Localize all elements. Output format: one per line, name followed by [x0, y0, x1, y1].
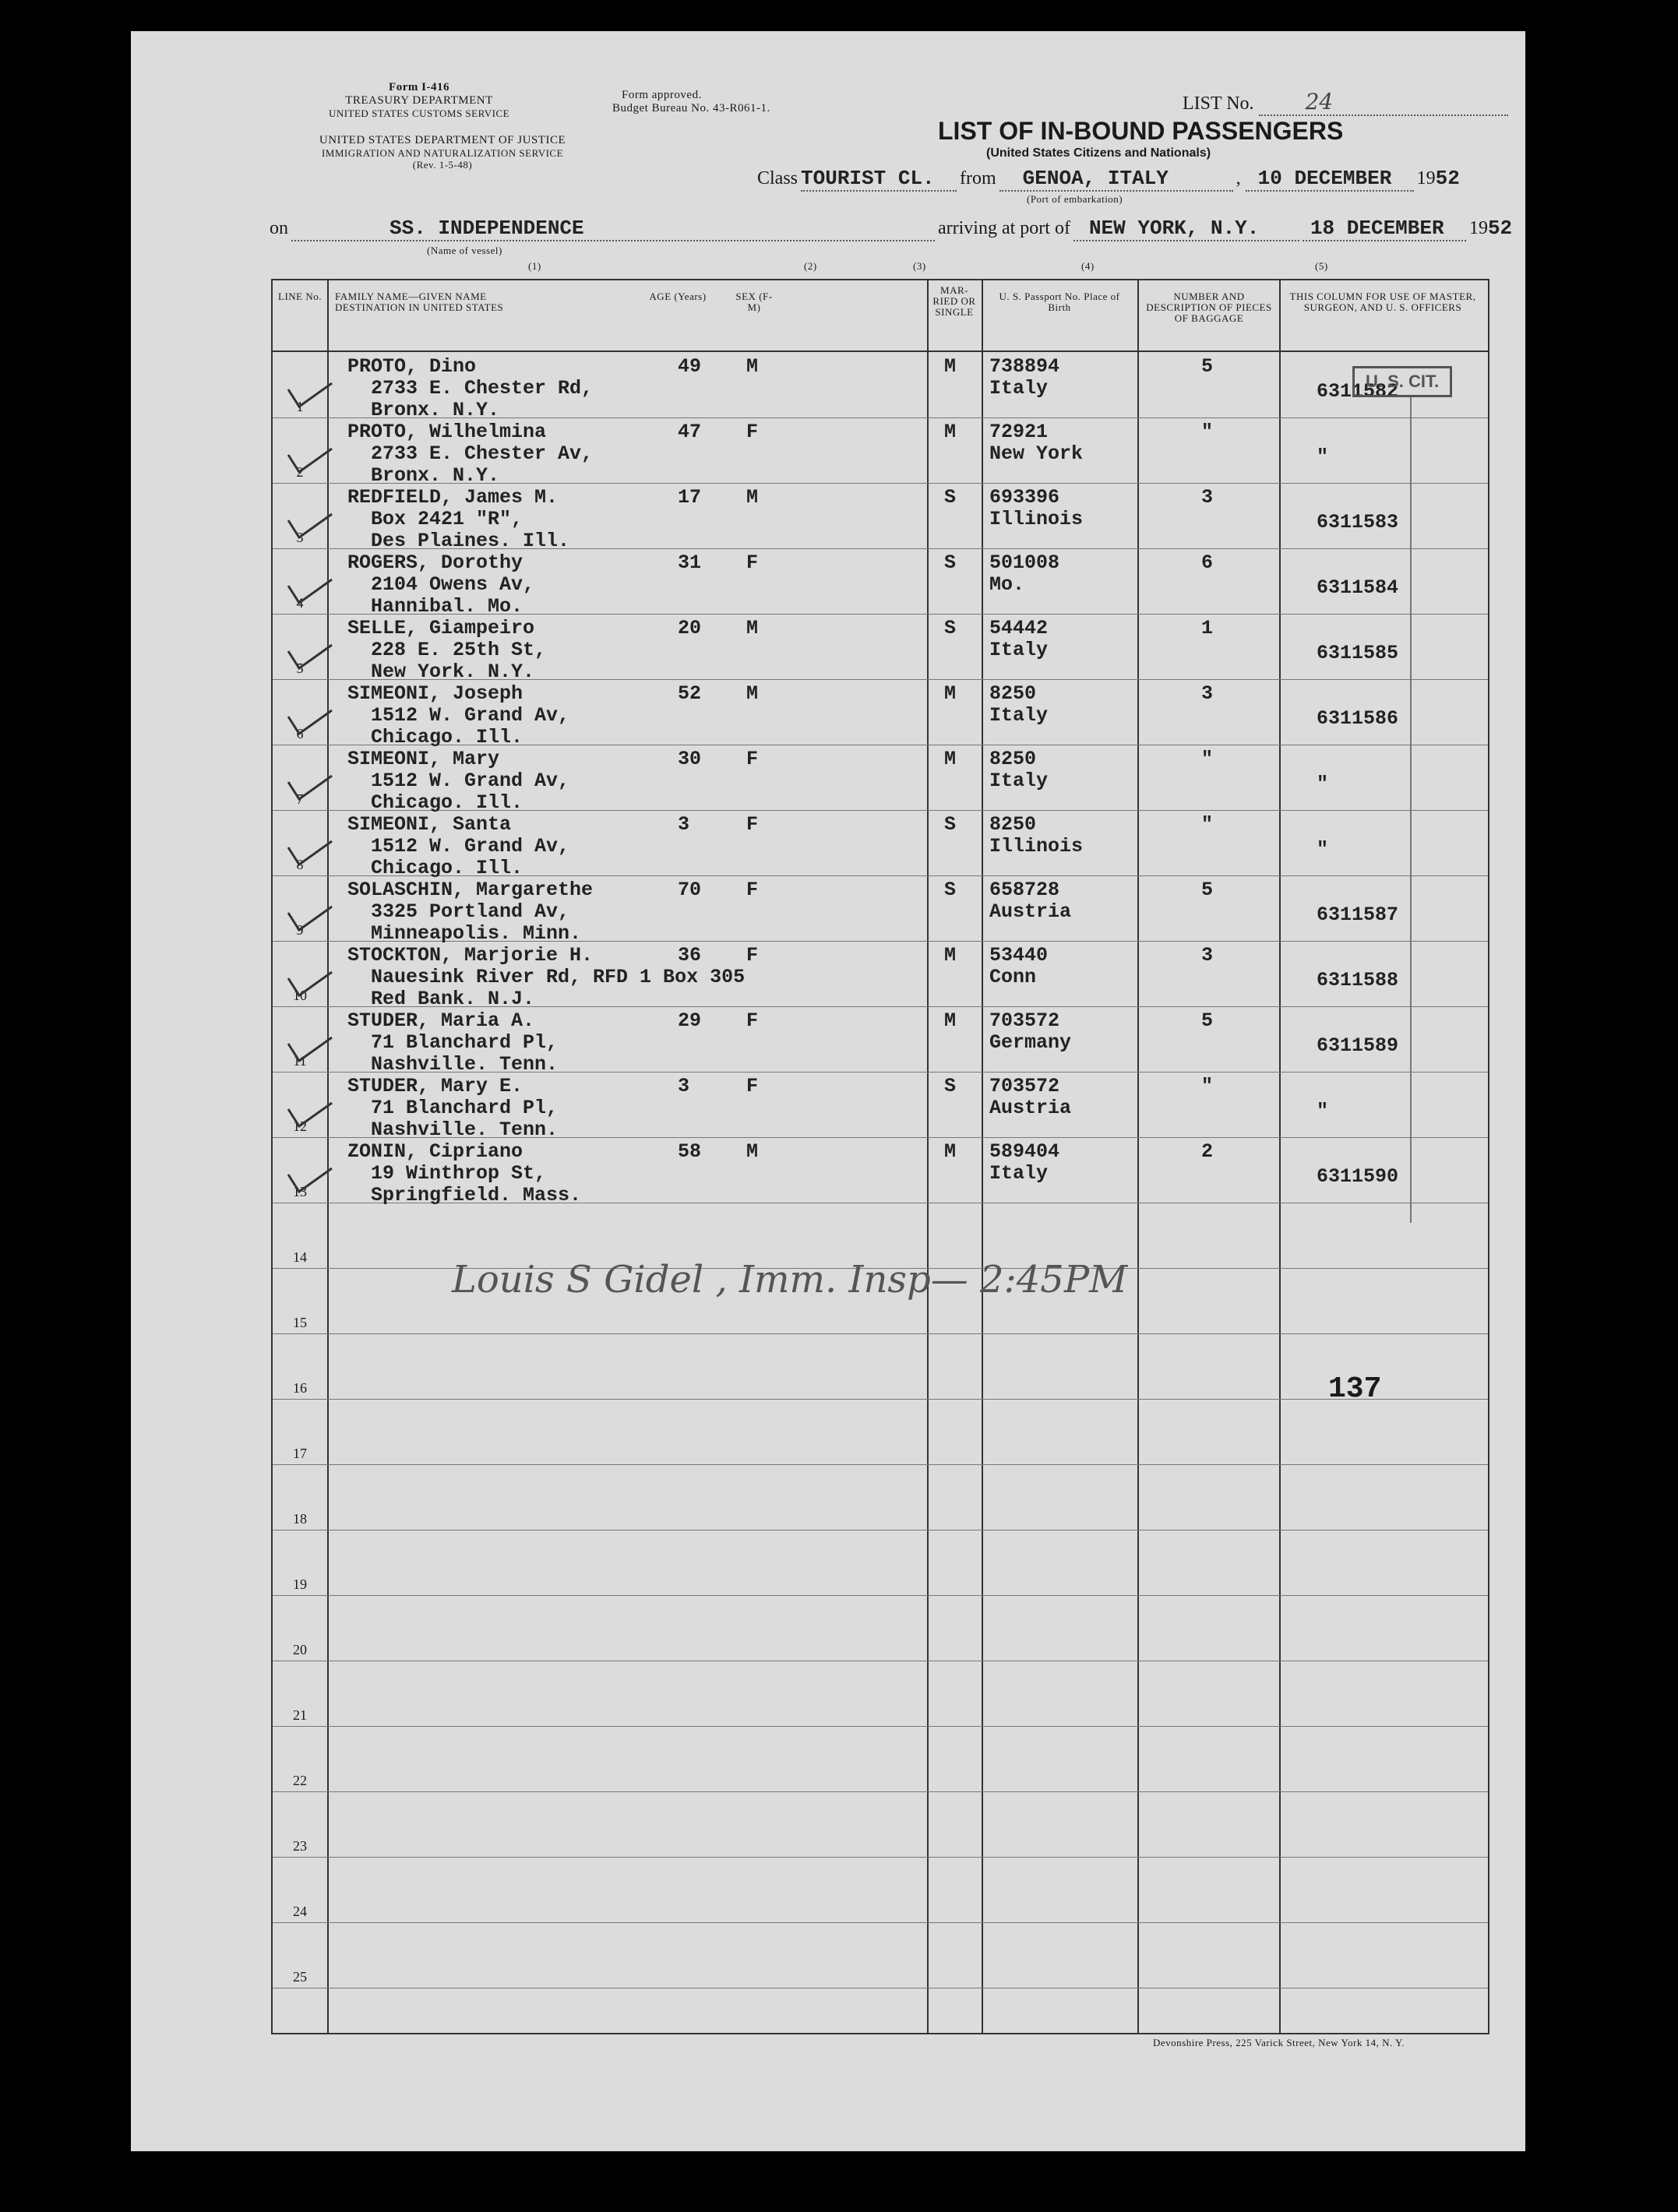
- ins-label: IMMIGRATION AND NATURALIZATION SERVICE: [321, 147, 564, 159]
- arrival-port: NEW YORK, N.Y.: [1073, 217, 1299, 241]
- place-of-birth: Illinois: [989, 508, 1084, 530]
- address-line-1: 71 Blanchard Pl,: [371, 1097, 559, 1119]
- officer-number: ": [1317, 773, 1329, 795]
- address-line-2: Chicago. Ill.: [371, 857, 523, 879]
- us-citizen-stamp: U. S. CIT.: [1352, 366, 1452, 397]
- check-mark-icon: [287, 967, 333, 999]
- passport-number: 8250: [989, 748, 1037, 770]
- check-mark-icon: [287, 1033, 333, 1064]
- address-line-2: Des Plaines. Ill.: [371, 530, 570, 552]
- header-officers: THIS COLUMN FOR USE OF MASTER, SURGEON, AND U. S. OFFICERS: [1289, 291, 1476, 313]
- age: 29: [678, 1009, 702, 1032]
- sex: F: [746, 551, 759, 574]
- approval-block: [612, 89, 770, 115]
- passport-number: 8250: [989, 682, 1037, 705]
- passenger-name: SELLE, Giampeiro: [347, 617, 535, 639]
- depart-year: 52: [1435, 167, 1460, 190]
- passenger-name: SOLASCHIN, Margarethe: [347, 879, 594, 901]
- manifest-page: [131, 31, 1525, 2151]
- place-of-birth: Austria: [989, 1097, 1072, 1119]
- form-number: Form I-416: [389, 81, 449, 93]
- from-value: GENOA, ITALY: [999, 167, 1233, 192]
- table-row: [273, 1072, 1488, 1141]
- baggage-count: 5: [1201, 1009, 1214, 1032]
- address-line-2: Red Bank. N.J.: [371, 988, 535, 1010]
- place-of-birth: Germany: [989, 1031, 1072, 1054]
- age: 3: [678, 1075, 690, 1097]
- list-no: [1183, 89, 1508, 116]
- marital-status: M: [944, 944, 957, 967]
- marital-status: M: [944, 682, 957, 705]
- address-line-2: Hannibal. Mo.: [371, 595, 523, 618]
- place-of-birth: Italy: [989, 1162, 1049, 1185]
- line-number: 7: [296, 791, 304, 807]
- address-line-1: 19 Winthrop St,: [371, 1162, 547, 1185]
- age: 17: [678, 486, 702, 509]
- passenger-name: STOCKTON, Marjorie H.: [347, 944, 594, 967]
- col-number-5: (5): [1315, 260, 1328, 272]
- line-number: 2: [296, 464, 304, 480]
- address-line-1: 1512 W. Grand Av,: [371, 704, 570, 727]
- year-prefix: 19: [1468, 218, 1488, 238]
- officer-number: 6311588: [1317, 969, 1399, 992]
- table-row: [273, 941, 1488, 1010]
- line-number: 11: [293, 1053, 307, 1069]
- col-number-4: (4): [1081, 260, 1095, 272]
- sex: F: [746, 421, 759, 443]
- line-number: 21: [293, 1707, 307, 1723]
- line-number: 14: [293, 1249, 307, 1265]
- address-line-1: 228 E. 25th St,: [371, 639, 547, 661]
- table-row: [273, 352, 1488, 421]
- header-line-no: LINE No.: [278, 291, 322, 302]
- check-mark-icon: [287, 444, 333, 475]
- age: 49: [678, 355, 702, 378]
- line-number: 6: [296, 726, 304, 741]
- marital-status: M: [944, 355, 957, 378]
- line-number: 25: [293, 1969, 307, 1985]
- passenger-name: REDFIELD, James M.: [347, 486, 559, 509]
- address-line-2: Springfield. Mass.: [371, 1184, 582, 1206]
- officer-number: ": [1317, 838, 1329, 861]
- budget-bureau: Budget Bureau No. 43-R061-1.: [612, 102, 770, 114]
- place-of-birth: Mo.: [989, 573, 1025, 596]
- sex: F: [746, 1075, 759, 1097]
- check-mark-icon: [287, 509, 333, 541]
- age: 20: [678, 617, 702, 639]
- row-divider: [273, 1791, 1488, 1792]
- table-row: [273, 483, 1488, 552]
- line-number: 12: [293, 1118, 307, 1134]
- line-number: 13: [293, 1184, 307, 1199]
- sex: F: [746, 879, 759, 901]
- passenger-name: STUDER, Maria A.: [347, 1009, 535, 1032]
- address-line-2: Bronx. N.Y.: [371, 399, 500, 421]
- officer-number: 6311585: [1317, 642, 1399, 664]
- marital-status: S: [944, 1075, 957, 1097]
- class-value: TOURIST CL.: [801, 167, 957, 192]
- table-row: [273, 614, 1488, 683]
- address-line-1: 2733 E. Chester Av,: [371, 442, 594, 465]
- baggage-count: 3: [1201, 682, 1214, 705]
- passport-number: 8250: [989, 813, 1037, 836]
- baggage-count: 1: [1201, 617, 1214, 639]
- form-block-justice: [267, 134, 618, 171]
- marital-status: M: [944, 421, 957, 443]
- officer-number: 6311590: [1317, 1165, 1399, 1188]
- check-mark-icon: [287, 1098, 333, 1129]
- place-of-birth: Italy: [989, 770, 1049, 792]
- marital-status: S: [944, 617, 957, 639]
- baggage-count: ": [1201, 748, 1214, 770]
- passport-number: 703572: [989, 1075, 1060, 1097]
- age: 30: [678, 748, 702, 770]
- sex: F: [746, 813, 759, 836]
- passport-number: 738894: [989, 355, 1060, 378]
- sex: M: [746, 682, 759, 705]
- col-number-2: (2): [804, 260, 817, 272]
- on-label: on: [270, 218, 288, 238]
- line-number: 20: [293, 1642, 307, 1657]
- table-row: [273, 1137, 1488, 1206]
- line-number: 1: [296, 399, 304, 414]
- col-number-1: (1): [528, 260, 541, 272]
- baggage-count: 5: [1201, 879, 1214, 901]
- customs-label: UNITED STATES CUSTOMS SERVICE: [328, 107, 510, 119]
- marital-status: S: [944, 813, 957, 836]
- marital-status: M: [944, 1140, 957, 1163]
- page-number: 137: [1328, 1372, 1382, 1406]
- passenger-name: SIMEONI, Mary: [347, 748, 500, 770]
- header-name: FAMILY NAME—GIVEN NAME DESTINATION IN UNITED STATES: [335, 291, 504, 313]
- baggage-count: ": [1201, 813, 1214, 836]
- place-of-birth: Italy: [989, 704, 1049, 727]
- place-of-birth: New York: [989, 442, 1084, 465]
- rev-label: (Rev. 1-5-48): [412, 159, 473, 171]
- row-divider: [273, 1399, 1488, 1400]
- passport-number: 54442: [989, 617, 1049, 639]
- address-line-1: 71 Blanchard Pl,: [371, 1031, 559, 1054]
- address-line-2: New York. N.Y.: [371, 660, 535, 683]
- arriving-label: arriving at port of: [938, 218, 1070, 238]
- row-divider: [273, 1726, 1488, 1727]
- officer-number: ": [1317, 446, 1329, 468]
- officer-number: 6311582: [1317, 380, 1399, 403]
- passport-number: 658728: [989, 879, 1060, 901]
- baggage-count: 6: [1201, 551, 1214, 574]
- place-of-birth: Illinois: [989, 835, 1084, 858]
- sex: F: [746, 944, 759, 967]
- printer-credit: Devonshire Press, 225 Varick Street, New York 14, N. Y.: [1153, 2037, 1405, 2048]
- marital-status: S: [944, 486, 957, 509]
- baggage-count: 5: [1201, 355, 1214, 378]
- header-sex: SEX (F-M): [735, 291, 773, 313]
- place-of-birth: Italy: [989, 377, 1049, 400]
- line-number: 5: [296, 660, 304, 676]
- passport-number: 501008: [989, 551, 1060, 574]
- address-line-1: Nauesink River Rd, RFD 1 Box 305: [371, 966, 746, 988]
- row-divider: [273, 1922, 1488, 1923]
- address-line-1: 3325 Portland Av,: [371, 900, 570, 923]
- col-number-3: (3): [913, 260, 926, 272]
- continuation-line: [1410, 397, 1412, 1223]
- passenger-name: PROTO, Dino: [347, 355, 477, 378]
- place-of-birth: Conn: [989, 966, 1037, 988]
- age: 47: [678, 421, 702, 443]
- line-number: 17: [293, 1446, 307, 1461]
- line-number: 18: [293, 1511, 307, 1527]
- sex: F: [746, 748, 759, 770]
- sex: M: [746, 486, 759, 509]
- vessel-note: (Name of vessel): [427, 245, 502, 256]
- age: 36: [678, 944, 702, 967]
- treasury-label: TREASURY DEPARTMENT: [345, 94, 493, 107]
- line-number: 3: [296, 530, 304, 545]
- sex: M: [746, 355, 759, 378]
- table-row: [273, 1006, 1488, 1076]
- address-line-2: Chicago. Ill.: [371, 791, 523, 814]
- place-of-birth: Austria: [989, 900, 1072, 923]
- address-line-2: Nashville. Tenn.: [371, 1118, 559, 1141]
- passport-number: 703572: [989, 1009, 1060, 1032]
- row-divider: [273, 1464, 1488, 1465]
- line-number: 10: [293, 988, 307, 1003]
- year-prefix: 19: [1416, 168, 1436, 188]
- passenger-name: STUDER, Mary E.: [347, 1075, 523, 1097]
- address-line-2: Bronx. N.Y.: [371, 464, 500, 487]
- justice-label: UNITED STATES DEPARTMENT OF JUSTICE: [319, 134, 566, 146]
- address-line-2: Nashville. Tenn.: [371, 1053, 559, 1076]
- port-note: (Port of embarkation): [1027, 193, 1123, 205]
- check-mark-icon: [287, 902, 333, 933]
- age: 31: [678, 551, 702, 574]
- header-married: MAR- RIED OR SINGLE: [932, 284, 976, 318]
- passenger-name: ZONIN, Cipriano: [347, 1140, 523, 1163]
- vessel-line: [270, 217, 1512, 241]
- form-approved: Form approved.: [622, 89, 702, 101]
- table-row: [273, 679, 1488, 748]
- row-divider: [273, 1857, 1488, 1858]
- address-line-2: Chicago. Ill.: [371, 726, 523, 748]
- passport-number: 589404: [989, 1140, 1060, 1163]
- table-row: [273, 810, 1488, 879]
- sex: F: [746, 1009, 759, 1032]
- list-no-value: 24: [1259, 89, 1508, 116]
- baggage-count: 2: [1201, 1140, 1214, 1163]
- marital-status: S: [944, 879, 957, 901]
- marital-status: M: [944, 1009, 957, 1032]
- sex: M: [746, 617, 759, 639]
- marital-status: S: [944, 551, 957, 574]
- check-mark-icon: [287, 1164, 333, 1195]
- age: 58: [678, 1140, 702, 1163]
- address-line-1: 1512 W. Grand Av,: [371, 835, 570, 858]
- page-title: LIST OF IN-BOUND PASSENGERS: [938, 117, 1344, 145]
- officer-number: 6311583: [1317, 511, 1399, 534]
- age: 52: [678, 682, 702, 705]
- check-mark-icon: [287, 640, 333, 671]
- header-baggage: NUMBER AND DESCRIPTION OF PIECES OF BAGGAGE: [1146, 291, 1272, 324]
- officer-number: 6311589: [1317, 1034, 1399, 1057]
- depart-date: 10 DECEMBER: [1246, 167, 1414, 192]
- passport-number: 53440: [989, 944, 1049, 967]
- baggage-count: ": [1201, 1075, 1214, 1097]
- table-row: [273, 745, 1488, 814]
- form-block-treasury: [310, 81, 528, 119]
- place-of-birth: Italy: [989, 639, 1049, 661]
- address-line-1: Box 2421 "R",: [371, 508, 523, 530]
- page-subtitle: (United States Citizens and Nationals): [986, 146, 1211, 160]
- line-number: 4: [296, 595, 304, 611]
- line-number: 23: [293, 1838, 307, 1854]
- check-mark-icon: [287, 575, 333, 606]
- table-row: [273, 548, 1488, 618]
- line-number: 8: [296, 857, 304, 872]
- officer-number: 6311584: [1317, 576, 1399, 599]
- arrival-year: 52: [1487, 217, 1513, 240]
- passenger-name: ROGERS, Dorothy: [347, 551, 523, 574]
- vessel-name: SS. INDEPENDENCE: [291, 217, 935, 241]
- arrival-date: 18 DECEMBER: [1303, 217, 1466, 241]
- officer-number: 6311586: [1317, 707, 1399, 730]
- age: 3: [678, 813, 690, 836]
- baggage-count: 3: [1201, 486, 1214, 509]
- check-mark-icon: [287, 771, 333, 802]
- row-divider: [273, 1333, 1488, 1334]
- passenger-table: [271, 279, 1489, 2034]
- officer-number: ": [1317, 1100, 1329, 1122]
- header-passport: U. S. Passport No. Place of Birth: [999, 291, 1120, 313]
- from-label: from: [960, 168, 996, 188]
- address-line-1: 1512 W. Grand Av,: [371, 770, 570, 792]
- table-row: [273, 875, 1488, 945]
- line-number: 9: [296, 922, 304, 938]
- passenger-name: SIMEONI, Joseph: [347, 682, 523, 705]
- officer-number: 6311587: [1317, 903, 1399, 926]
- line-number: 16: [293, 1380, 307, 1396]
- check-mark-icon: [287, 379, 333, 410]
- list-no-label: LIST No.: [1183, 93, 1254, 114]
- address-line-1: 2104 Owens Av,: [371, 573, 535, 596]
- line-number: 24: [293, 1904, 307, 1919]
- age: 70: [678, 879, 702, 901]
- line-number: 22: [293, 1773, 307, 1788]
- address-line-2: Minneapolis. Minn.: [371, 922, 582, 945]
- line-number: 19: [293, 1576, 307, 1592]
- passenger-name: SIMEONI, Santa: [347, 813, 512, 836]
- class-line: Class TOURIST CL. from GENOA, ITALY , 10 DECEMBER 1952: [757, 167, 1460, 190]
- sex: M: [746, 1140, 759, 1163]
- passport-number: 693396: [989, 486, 1060, 509]
- table-row: [273, 417, 1488, 487]
- line-number: 15: [293, 1315, 307, 1330]
- header-age: AGE (Years): [649, 291, 707, 302]
- passenger-name: PROTO, Wilhelmina: [347, 421, 547, 443]
- inspector-signature: Louis S Gidel , Imm. Insp— 2:45PM: [452, 1258, 1128, 1301]
- class-label: Class: [757, 168, 798, 188]
- address-line-1: 2733 E. Chester Rd,: [371, 377, 594, 400]
- row-divider: [273, 1595, 1488, 1596]
- check-mark-icon: [287, 706, 333, 737]
- baggage-count: 3: [1201, 944, 1214, 967]
- check-mark-icon: [287, 837, 333, 868]
- passport-number: 72921: [989, 421, 1049, 443]
- marital-status: M: [944, 748, 957, 770]
- baggage-count: ": [1201, 421, 1214, 443]
